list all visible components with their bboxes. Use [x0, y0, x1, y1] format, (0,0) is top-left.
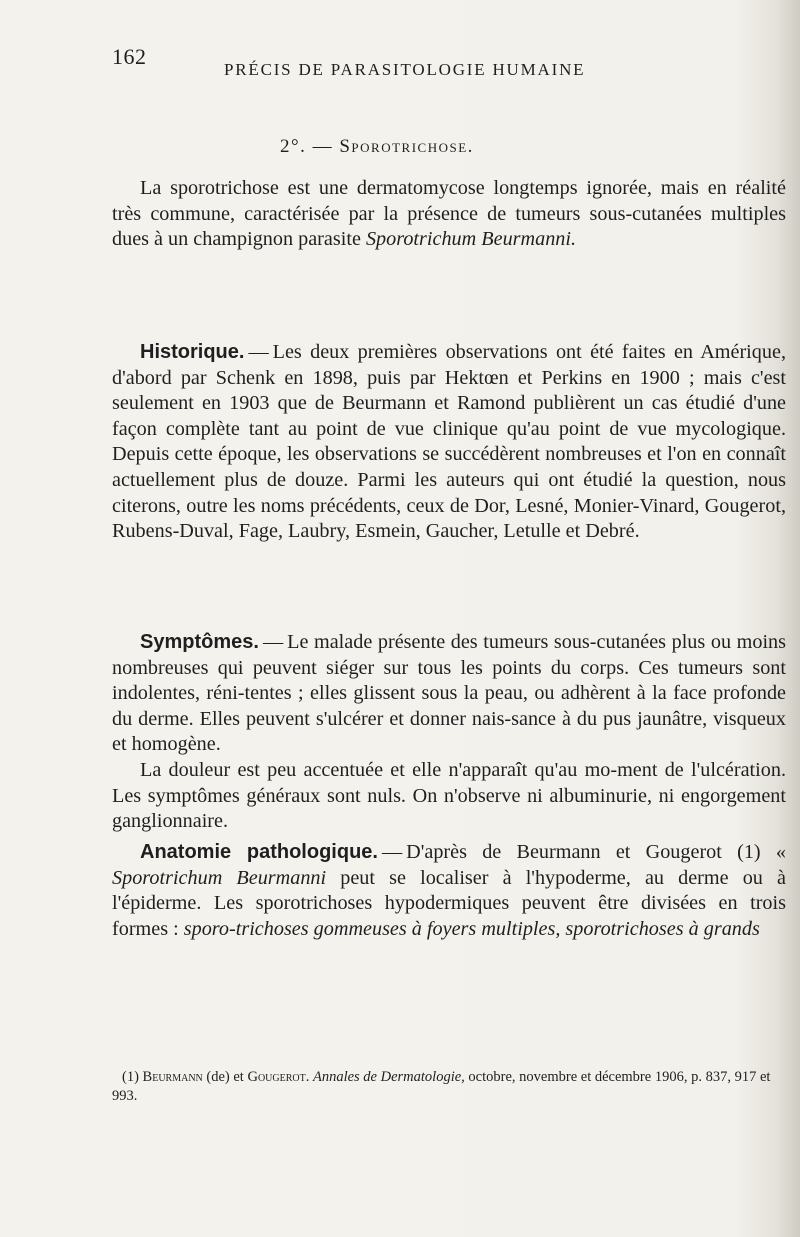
symptomes-heading: Symptômes. — [140, 631, 259, 653]
anatomie-body-a: D'après de Beurmann et Gougerot (1) « — [406, 841, 786, 863]
footnote-details: octobre, novembre et décembre 1906, p. 837, 917 et 993. — [112, 1069, 771, 1104]
historique-body: Les deux premières observations ont été faites en Amérique, d'abord par Schenk en 1898, puis par Hektœn et Perkins en 1900 ; mais c'est seulement en 1903 que de Beurmann et Ramond publièrent un cas étudié d'une façon complète tant au point de vue clinique qu'au point de vue mycologique. Depuis cette époque, les observations se succédèrent nombreuses et l'on en connaît actuellement plus de douze. Parmi les auteurs qui ont étudié la question, nous citerons, outre les noms précédents, ceux de Dor, Lesné, Monier-Vinard, Gougerot, Rubens-Duval, Fage, Laubry, Esmein, Gaucher, Letulle et Debré. — [112, 341, 786, 543]
anatomie-forms: sporo-trichoses gommeuses à foyers multiples, sporotrichoses à grands — [183, 917, 760, 940]
footnote-journal: Annales de Dermatologie, — [312, 1069, 465, 1085]
section-heading — [280, 136, 474, 158]
footnote — [112, 1068, 786, 1106]
paragraph-intro — [112, 176, 786, 253]
section-title-text: Sporotrichose. — [339, 136, 474, 157]
running-title: PRÉCIS DE PARASITOLOGIE HUMAINE — [224, 60, 586, 79]
paragraph-symptomes: Symptômes. — Le malade présente des tumeurs sous-cutanées plus ou moins nombreuses qui peuvent siéger sur tous les points du corps. Ces tumeurs sont indolentes, réni-tentes ; elles glissent sous la peau, ou adhèrent à la face profonde du derme. Elles peuvent s'ulcérer et donner nais-sance à du pus jaunâtre, visqueux et homogène. La douleur est peu accentuée et elle n'apparaît qu'au mo-ment de l'ulcération. Les symptômes généraux sont nuls. On n'observe ni albuminurie, ni engorgement ganglionnaire. — [112, 630, 786, 835]
historique-heading: Historique. — [140, 341, 245, 363]
section-dash: — — [312, 136, 334, 157]
anatomie-body-b: peut se localiser à l'hypoderme, au derme ou à l'épiderme. Les sporotrichoses hypodermiques peuvent être divisées en trois formes : — [112, 866, 786, 940]
section-number: 2°. — [280, 136, 307, 157]
symptomes-body: Le malade présente des tumeurs sous-cutanées plus ou moins nombreuses qui peuvent siéger sur tous les points du corps. Ces tumeurs sont indolentes, réni-tentes ; elles glissent sous la peau, ou adhèrent à la face profonde du derme. Elles peuvent s'ulcérer et donner nais-sance à du pus jaunâtre, visqueux et homogène. — [112, 631, 786, 756]
page-number: 162 — [112, 44, 147, 69]
footnote-marker: (1) — [122, 1069, 139, 1085]
footnote-particle: (de) et — [206, 1069, 244, 1085]
parasite-name: Sporotrichum Beurmanni. — [365, 228, 577, 251]
symptomes-continuation: La douleur est peu accentuée et elle n'apparaît qu'au mo-ment de l'ulcération. Les symptômes généraux sont nuls. On n'observe ni albuminurie, ni engorgement ganglionnaire. — [112, 758, 786, 833]
paragraph-historique: Historique. — Les deux premières observations ont été faites en Amérique, d'abord par Schenk en 1898, puis par Hektœn et Perkins en 1900 ; mais c'est seulement en 1903 que de Beurmann et Ramond publièrent un cas étudié d'une façon complète tant au point de vue clinique qu'au point de vue mycologique. Depuis cette époque, les observations se succédèrent nombreuses et l'on en connaît actuellement plus de douze. Parmi les auteurs qui ont étudié la question, nous citerons, outre les noms précédents, ceux de Dor, Lesné, Monier-Vinard, Gougerot, Rubens-Duval, Fage, Laubry, Esmein, Gaucher, Letulle et Debré. — [112, 341, 786, 543]
anatomie-heading: Anatomie pathologique. — [140, 841, 378, 863]
anatomie-species: Sporotrichum Beurmanni — [112, 866, 327, 889]
footnote-author-2: Gougerot. — [247, 1069, 310, 1085]
footnote-author-1: Beurmann — [142, 1069, 203, 1085]
paragraph-anatomie: Anatomie pathologique. — D'après de Beurmann et Gougerot (1) « Sporotrichum Beurmanni peut se localiser à l'hypoderme, au derme ou à l'épiderme. Les sporotrichoses hypodermiques peuvent être divisées en trois formes : sporo-trichoses gommeuses à foyers multiples, sporotrichoses à grands — [112, 841, 786, 940]
intro-text: La sporotrichose est une dermatomycose longtemps ignorée, mais en réalité très commune, caractérisée par la présence de tumeurs sous-cutanées multiples dues à un champignon parasite — [112, 177, 786, 251]
